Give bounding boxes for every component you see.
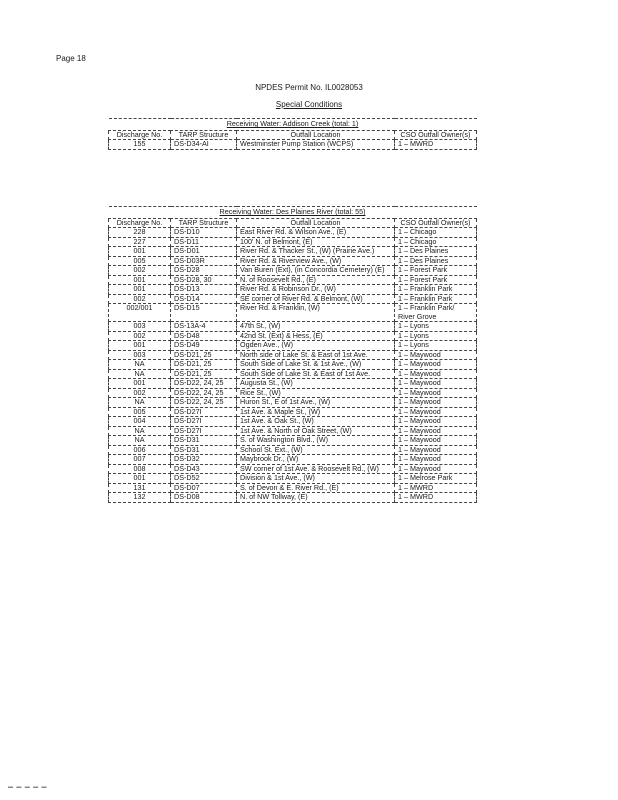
outfall-location-cell: N. of Roosevelt Rd., (E) <box>237 275 395 285</box>
tarp-structure-cell: DS-D28, 30 <box>171 275 237 285</box>
table-row <box>109 474 477 484</box>
cso-owner-cell: 1 – Maywood <box>395 369 477 379</box>
table-row <box>109 247 477 257</box>
table-row <box>109 455 477 465</box>
discharge-no-cell: 002 <box>109 388 171 398</box>
header-location: Outfall Location <box>237 130 395 140</box>
outfall-location-cell: Ogden Ave., (W) <box>237 341 395 351</box>
discharge-no-cell: 228 <box>109 228 171 238</box>
outfall-location-cell: Huron St., E of 1st Ave., (W) <box>237 398 395 408</box>
table-caption: Receiving Water: Des Plaines River (total: 55) <box>109 207 477 219</box>
discharge-no-cell: 001 <box>109 379 171 389</box>
header-owner: CSO Outfall Owner(s) <box>395 130 477 140</box>
table-row <box>109 237 477 247</box>
tarp-structure-cell: DS-D22, 24, 25 <box>171 379 237 389</box>
discharge-no-cell: 227 <box>109 237 171 247</box>
outfall-location-cell: East River Rd. & Wilson Ave., (E) <box>237 228 395 238</box>
tarp-structure-cell: DS-D01 <box>171 247 237 257</box>
outfall-location-cell: Van Buren (Ext), (in Concordia Cemetery) (E) <box>237 266 395 276</box>
tarp-structure-cell: DS-D03R <box>171 256 237 266</box>
table-row <box>109 275 477 285</box>
table-row <box>109 360 477 370</box>
tarp-structure-cell: DS-D34-AI <box>171 140 237 150</box>
discharge-no-cell: 002/001 <box>109 304 171 322</box>
tarp-structure-cell: DS-13A-4 <box>171 322 237 332</box>
cso-owner-cell: 1 – Maywood <box>395 398 477 408</box>
table-row <box>109 140 477 150</box>
table-row <box>109 285 477 295</box>
tarp-structure-cell: DS-D43 <box>171 464 237 474</box>
outfall-location-cell: 1st Ave. & North of Oak Street, (W) <box>237 426 395 436</box>
tarp-structure-cell: DS-D22, 24, 25 <box>171 388 237 398</box>
outfall-location-cell: S. of Washington Blvd., (W) <box>237 436 395 446</box>
discharge-no-cell: NA <box>109 360 171 370</box>
table-row <box>109 493 477 503</box>
table-row <box>109 398 477 408</box>
discharge-no-cell: 001 <box>109 247 171 257</box>
tarp-structure-cell: DS-D31 <box>171 436 237 446</box>
table-row <box>109 417 477 427</box>
outfall-location-cell: SE corner of River Rd. & Belmont, (W) <box>237 294 395 304</box>
tarp-structure-cell: DS-D27I <box>171 417 237 427</box>
tarp-structure-cell: DS-D13 <box>171 285 237 295</box>
cso-owner-cell: 1 – Maywood <box>395 445 477 455</box>
cso-owner-cell: 1 – Franklin Park <box>395 294 477 304</box>
outfall-location-cell: 100' N. of Belmont, (E) <box>237 237 395 247</box>
outfall-location-cell: North side of Lake St. & East of 1st Ave. <box>237 350 395 360</box>
cso-owner-cell: 1 – Maywood <box>395 436 477 446</box>
outfall-location-cell: Rice St., (W) <box>237 388 395 398</box>
cso-owner-cell: 1 – Maywood <box>395 407 477 417</box>
cso-owner-cell: 1 – Des Plaines <box>395 247 477 257</box>
discharge-no-cell: 008 <box>109 464 171 474</box>
outfall-location-cell: S. of Devon & E. River Rd., (E) <box>237 483 395 493</box>
tarp-structure-cell: DS-D07 <box>171 483 237 493</box>
discharge-no-cell: 132 <box>109 493 171 503</box>
header-location: Outfall Location <box>237 218 395 228</box>
tarp-structure-cell: DS-D28 <box>171 266 237 276</box>
tarp-structure-cell: DS-D21, 25 <box>171 360 237 370</box>
special-conditions-heading: Special Conditions <box>275 100 343 109</box>
outfall-location-cell: South Side of Lake St. & 1st Ave., (W) <box>237 360 395 370</box>
cso-owner-cell: 1 – Maywood <box>395 455 477 465</box>
outfall-location-cell: River Rd. & Thacker St., (W) (Prairie Ave.) <box>237 247 395 257</box>
table-row <box>109 426 477 436</box>
outfall-location-cell: N. of NW Tollway, (E) <box>237 493 395 503</box>
table-row <box>109 436 477 446</box>
outfall-location-cell: Augusta St., (W) <box>237 379 395 389</box>
cso-owner-cell: 1 – MWRD <box>395 483 477 493</box>
discharge-no-cell: 002 <box>109 294 171 304</box>
outfall-location-cell: Maybrook Dr., (W) <box>237 455 395 465</box>
cso-owner-cell: 1 – Forest Park <box>395 266 477 276</box>
cso-owner-cell: 1 – MWRD <box>395 493 477 503</box>
table-row <box>109 388 477 398</box>
cso-owner-cell: 1 – Chicago <box>395 237 477 247</box>
tarp-structure-cell: DS-D21, 25 <box>171 369 237 379</box>
table-row <box>109 331 477 341</box>
tarp-structure-cell: DS-D15 <box>171 304 237 322</box>
outfall-location-cell: 1st Ave. & Maple St., (W) <box>237 407 395 417</box>
outfall-location-cell: 47th St., (W) <box>237 322 395 332</box>
cso-owner-cell: 1 – Franklin Park/ River Grove <box>395 304 477 322</box>
table-row <box>109 369 477 379</box>
des-plaines-river-table <box>108 206 477 503</box>
tarp-structure-cell: DS-D27I <box>171 426 237 436</box>
header-owner: CSO Outfall Owner(s) <box>395 218 477 228</box>
outfall-location-cell: SW corner of 1st Ave. & Roosevelt Rd., (W) <box>237 464 395 474</box>
discharge-no-cell: 003 <box>109 322 171 332</box>
permit-number: NPDES Permit No. IL0028053 <box>255 83 363 92</box>
discharge-no-cell: 007 <box>109 455 171 465</box>
cso-owner-cell: 1 – Maywood <box>395 417 477 427</box>
discharge-no-cell: 004 <box>109 417 171 427</box>
tarp-structure-cell: DS-D31 <box>171 445 237 455</box>
tarp-structure-cell: DS-D10 <box>171 228 237 238</box>
discharge-no-cell: 001 <box>109 341 171 351</box>
tarp-structure-cell: DS-D52 <box>171 474 237 484</box>
cso-owner-cell: 1 – Maywood <box>395 360 477 370</box>
cso-owner-cell: 1 – Maywood <box>395 379 477 389</box>
table-row <box>109 228 477 238</box>
outfall-location-cell: River Rd. & Franklin, (W) <box>237 304 395 322</box>
discharge-no-cell: 001 <box>109 285 171 295</box>
discharge-no-cell: 003 <box>109 350 171 360</box>
cso-owner-cell: 1 – Maywood <box>395 350 477 360</box>
header-discharge: Discharge No. <box>109 218 171 228</box>
discharge-no-cell: NA <box>109 369 171 379</box>
cso-owner-cell: 1 – Lyons <box>395 331 477 341</box>
outfall-location-cell: South Side of Lake St. & East of 1st Ave. <box>237 369 395 379</box>
table-row <box>109 483 477 493</box>
outfall-location-cell: River Rd. & Robinson Dr., (W) <box>237 285 395 295</box>
discharge-no-cell: 005 <box>109 407 171 417</box>
table-row <box>109 445 477 455</box>
cso-owner-cell: 1 – Lyons <box>395 322 477 332</box>
table-row <box>109 266 477 276</box>
discharge-no-cell: 005 <box>109 256 171 266</box>
table-row <box>109 322 477 332</box>
outfall-location-cell: 1st Ave. & Oak St., (W) <box>237 417 395 427</box>
tarp-structure-cell: DS-D21, 25 <box>171 350 237 360</box>
tarp-structure-cell: DS-D49 <box>171 341 237 351</box>
header-tarp: TARP Structure <box>171 130 237 140</box>
outfall-location-cell: River Rd. & Riverview Ave., (W) <box>237 256 395 266</box>
cso-owner-cell: 1 – Maywood <box>395 388 477 398</box>
discharge-no-cell: 006 <box>109 445 171 455</box>
table-row <box>109 464 477 474</box>
table-row <box>109 341 477 351</box>
tarp-structure-cell: DS-D22, 24, 25 <box>171 398 237 408</box>
cso-owner-cell: 1 – Maywood <box>395 464 477 474</box>
discharge-no-cell: NA <box>109 426 171 436</box>
cso-owner-cell: 1 – Chicago <box>395 228 477 238</box>
tarp-structure-cell: DS-D48 <box>171 331 237 341</box>
page-number: Page 18 <box>56 54 86 63</box>
cso-owner-cell: 1 – Des Plaines <box>395 256 477 266</box>
table-row <box>109 350 477 360</box>
discharge-no-cell: 001 <box>109 275 171 285</box>
tarp-structure-cell: DS-D14 <box>171 294 237 304</box>
cso-owner-cell: 1 – Maywood <box>395 426 477 436</box>
cso-owner-cell: 1 – Lyons <box>395 341 477 351</box>
header-discharge: Discharge No. <box>109 130 171 140</box>
addison-creek-table <box>108 118 477 150</box>
outfall-location-cell: School St. Ext., (W) <box>237 445 395 455</box>
table-row <box>109 294 477 304</box>
outfall-location-cell: 42nd St. (Ext) & Hess, (E) <box>237 331 395 341</box>
scan-footer-mark: ▬ ▬ ▬ ▬ ▬ <box>8 784 48 790</box>
tarp-structure-cell: DS-D11 <box>171 237 237 247</box>
discharge-no-cell: NA <box>109 436 171 446</box>
outfall-location-cell: Westminster Pump Station (WCPS) <box>237 140 395 150</box>
cso-owner-cell: 1 – Melrose Park <box>395 474 477 484</box>
table-caption: Receiving Water: Addison Creek (total: 1) <box>109 119 477 131</box>
discharge-no-cell: 001 <box>109 474 171 484</box>
cso-owner-cell: 1 – Forest Park <box>395 275 477 285</box>
table-row <box>109 379 477 389</box>
discharge-no-cell: NA <box>109 398 171 408</box>
header-tarp: TARP Structure <box>171 218 237 228</box>
table-row <box>109 304 477 322</box>
tarp-structure-cell: DS-D27I <box>171 407 237 417</box>
discharge-no-cell: 002 <box>109 331 171 341</box>
discharge-no-cell: 131 <box>109 483 171 493</box>
cso-owner-cell: 1 – MWRD <box>395 140 477 150</box>
discharge-no-cell: 155 <box>109 140 171 150</box>
cso-owner-cell: 1 – Franklin Park <box>395 285 477 295</box>
discharge-no-cell: 002 <box>109 266 171 276</box>
tarp-structure-cell: DS-D32 <box>171 455 237 465</box>
table-row <box>109 407 477 417</box>
table-row <box>109 256 477 266</box>
tarp-structure-cell: DS-D08 <box>171 493 237 503</box>
outfall-location-cell: Division & 1st Ave., (W) <box>237 474 395 484</box>
